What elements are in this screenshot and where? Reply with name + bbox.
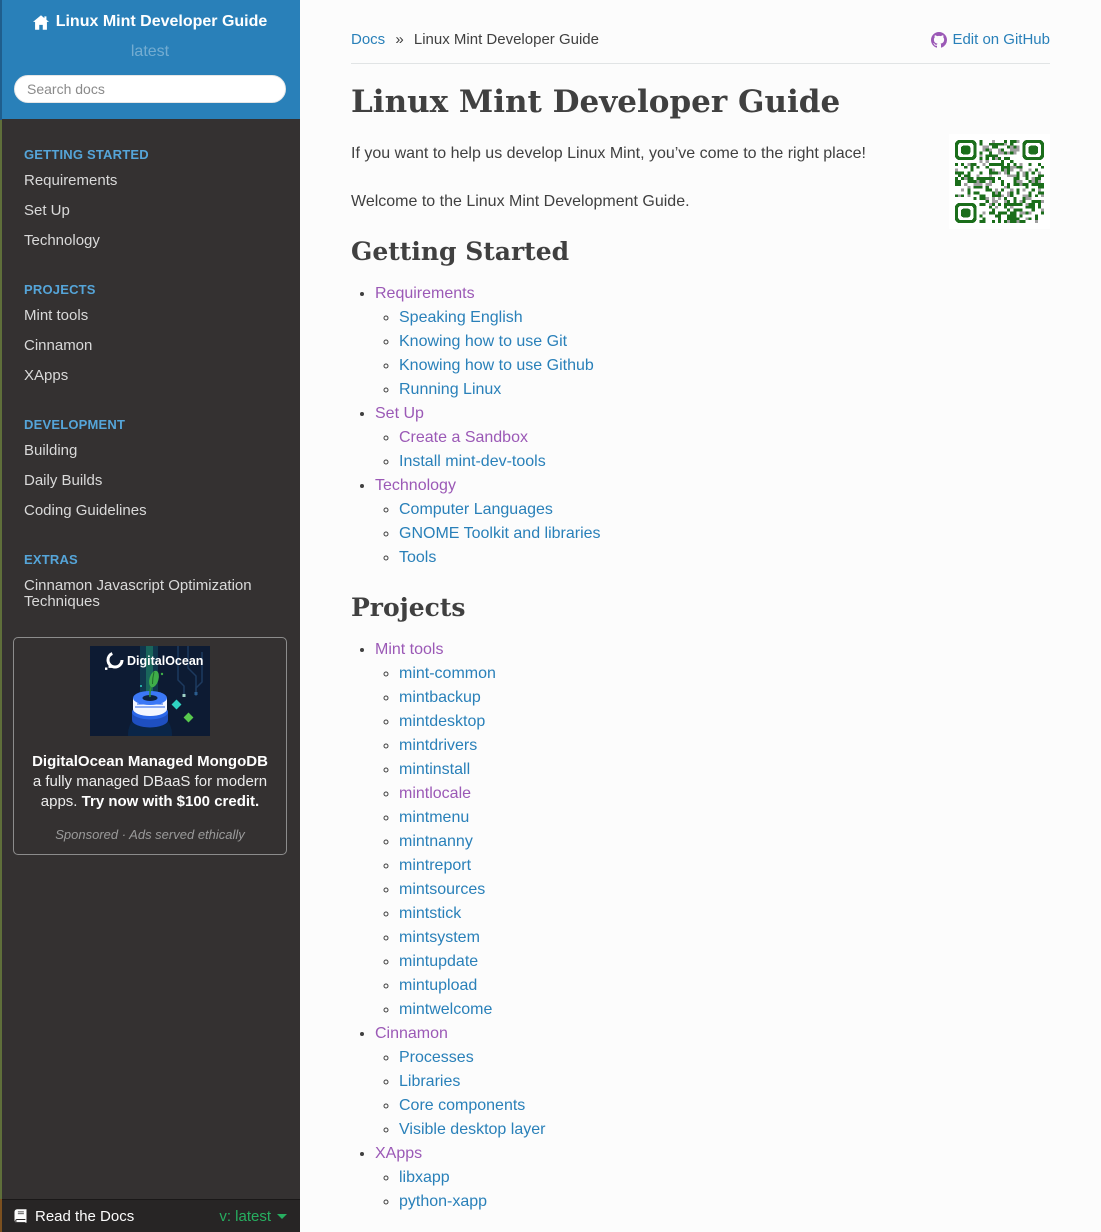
toc-subitem — [399, 522, 1050, 546]
project-home-link[interactable] — [33, 12, 268, 32]
breadcrumb-separator: » — [395, 31, 404, 48]
toc-link-mintdrivers[interactable]: mintdrivers — [399, 737, 478, 754]
toc-item — [375, 474, 1050, 570]
screen-edge-artifact — [0, 120, 2, 1199]
toc-item — [375, 1022, 1050, 1142]
toc-sublist — [375, 662, 1050, 1022]
page-title: Linux Mint Developer Guide — [351, 84, 841, 120]
toc-subitem — [399, 830, 1050, 854]
toc-subitem — [399, 854, 1050, 878]
toc-link-mintnanny[interactable]: mintnanny — [399, 833, 473, 850]
sidebar-nav-item — [0, 301, 300, 331]
breadcrumb — [351, 30, 1050, 50]
version-flyout-toggle[interactable] — [219, 1208, 287, 1225]
chevron-down-icon — [277, 1214, 287, 1219]
toc-subitem — [399, 1166, 1050, 1190]
toc-link-xapps[interactable]: XApps — [375, 1145, 423, 1162]
toc-subitem — [399, 378, 1050, 402]
sidebar-nav-item — [0, 361, 300, 391]
ad-headline: DigitalOcean Managed MongoDB — [32, 752, 268, 770]
toc-subitem — [399, 710, 1050, 734]
version-label: latest — [130, 42, 170, 60]
toc-subitem — [399, 806, 1050, 830]
sidebar-nav-item — [0, 331, 300, 361]
sidebar-item-daily-builds[interactable]: Daily Builds — [24, 471, 103, 489]
toc-subitem — [399, 426, 1050, 450]
toc-link-mintsystem[interactable]: mintsystem — [399, 929, 480, 946]
toc-sublist — [375, 498, 1050, 570]
toc-link-core-components[interactable]: Core components — [399, 1097, 526, 1114]
svg-text:DigitalOcean: DigitalOcean — [127, 653, 204, 668]
toc-subitem — [399, 330, 1050, 354]
ad-body: a fully managed DBaaS for modern apps. — [32, 772, 268, 810]
toc-subitem — [399, 686, 1050, 710]
toc-subitem — [399, 974, 1050, 998]
toc-link-mint-tools[interactable]: Mint tools — [375, 641, 444, 658]
sidebar-nav — [0, 119, 300, 617]
toc-list — [351, 282, 1050, 570]
toc-link-create-a-sandbox[interactable]: Create a Sandbox — [399, 429, 528, 446]
toc-subitem — [399, 354, 1050, 378]
sidebar-item-technology[interactable]: Technology — [24, 231, 100, 249]
toc-subitem — [399, 950, 1050, 974]
ethical-ad[interactable] — [13, 637, 287, 855]
toc-item — [375, 282, 1050, 402]
toc-link-mintupload[interactable]: mintupload — [399, 977, 478, 994]
toc-link-mintstick[interactable]: mintstick — [399, 905, 462, 922]
toc-link-mintreport[interactable]: mintreport — [399, 857, 472, 874]
toc-subitem — [399, 782, 1050, 806]
toc-item — [375, 1142, 1050, 1214]
toc-link-mintbackup[interactable]: mintbackup — [399, 689, 481, 706]
toc-link-install-mint-dev-tools[interactable]: Install mint-dev-tools — [399, 453, 546, 470]
sidebar-item-cinnamon[interactable]: Cinnamon — [24, 336, 93, 354]
qr-code-image — [949, 134, 1050, 229]
sidebar-item-cinnamon-javascript-optimization-techniques[interactable]: Cinnamon Javascript Optimization Techniques — [24, 576, 252, 610]
github-icon — [931, 32, 947, 48]
sidebar-nav-item — [0, 196, 300, 226]
toc-link-knowing-how-to-use-git[interactable]: Knowing how to use Git — [399, 333, 568, 350]
sidebar-item-mint-tools[interactable]: Mint tools — [24, 306, 89, 324]
sidebar-header — [0, 0, 300, 119]
sidebar-item-set-up[interactable]: Set Up — [24, 201, 70, 219]
toc-link-mintdesktop[interactable]: mintdesktop — [399, 713, 486, 730]
readthedocs-label: Read the Docs — [35, 1207, 135, 1225]
nav-caption-projects: PROJECTS — [24, 281, 96, 297]
nav-caption-extras: EXTRAS — [24, 551, 78, 567]
sidebar-nav-item — [0, 226, 300, 256]
toc-item — [375, 402, 1050, 474]
toc-link-mintlocale[interactable]: mintlocale — [399, 785, 472, 802]
toc-subitem — [399, 926, 1050, 950]
toc-link-python-xapp[interactable]: python-xapp — [399, 1193, 488, 1210]
document-area — [300, 0, 1101, 1232]
toc-subitem — [399, 450, 1050, 474]
toc-sublist — [375, 426, 1050, 474]
section-heading-getting-started: Getting Started — [351, 237, 570, 266]
search-input[interactable] — [14, 75, 286, 103]
ad-illustration — [90, 646, 210, 736]
toc-link-mintupdate[interactable]: mintupdate — [399, 953, 479, 970]
toc-link-mint-common[interactable]: mint-common — [399, 665, 496, 682]
toc-subitem — [399, 878, 1050, 902]
toc-link-processes[interactable]: Processes — [399, 1049, 474, 1066]
toc-subitem — [399, 1094, 1050, 1118]
toc-link-speaking-english[interactable]: Speaking English — [399, 309, 523, 326]
nav-caption-development: DEVELOPMENT — [24, 416, 126, 432]
breadcrumb-docs-link[interactable]: Docs — [351, 31, 386, 48]
toc-subitem — [399, 998, 1050, 1022]
toc-link-technology[interactable]: Technology — [375, 477, 456, 494]
toc-list — [351, 638, 1050, 1214]
sidebar-nav-item — [0, 166, 300, 196]
toc-link-gnome-toolkit-and-libraries[interactable]: GNOME Toolkit and libraries — [399, 525, 601, 542]
sidebar-nav-item — [0, 571, 300, 617]
toc-link-computer-languages[interactable]: Computer Languages — [399, 501, 553, 518]
project-title: Linux Mint Developer Guide — [55, 13, 268, 30]
sidebar-nav-item — [0, 466, 300, 496]
current-version: v: latest — [219, 1207, 271, 1225]
toc-subitem — [399, 734, 1050, 758]
toc-link-tools[interactable]: Tools — [399, 549, 437, 566]
toc-sections — [351, 238, 1050, 1214]
breadcrumb-current: Linux Mint Developer Guide — [413, 31, 599, 48]
ad-cta: Try now with $100 credit. — [81, 792, 260, 810]
section-heading-projects: Projects — [351, 593, 466, 622]
toc-link-mintwelcome[interactable]: mintwelcome — [399, 1001, 493, 1018]
sidebar-item-xapps[interactable]: XApps — [24, 366, 69, 384]
sidebar-item-building[interactable]: Building — [24, 441, 78, 459]
sidebar-item-requirements[interactable]: Requirements — [24, 171, 118, 189]
home-icon — [33, 15, 49, 30]
toc-link-requirements[interactable]: Requirements — [375, 285, 475, 302]
toc-subitem — [399, 902, 1050, 926]
intro-paragraph-2: Welcome to the Linux Mint Development Guide. — [351, 193, 690, 210]
ad-copy — [26, 752, 274, 812]
toc-item — [375, 638, 1050, 1022]
search-form — [14, 75, 286, 103]
toc-subitem — [399, 662, 1050, 686]
toc-link-libxapp[interactable]: libxapp — [399, 1169, 450, 1186]
toc-link-mintinstall[interactable]: mintinstall — [399, 761, 471, 778]
toc-subitem — [399, 1070, 1050, 1094]
toc-link-set-up[interactable]: Set Up — [375, 405, 424, 422]
toc-subitem — [399, 546, 1050, 570]
sidebar-item-coding-guidelines[interactable]: Coding Guidelines — [24, 501, 147, 519]
divider — [351, 63, 1050, 64]
toc-subitem — [399, 306, 1050, 330]
toc-subitem — [399, 1046, 1050, 1070]
toc-link-libraries[interactable]: Libraries — [399, 1073, 461, 1090]
toc-link-mintsources[interactable]: mintsources — [399, 881, 486, 898]
screen-edge-artifact — [0, 1199, 2, 1232]
toc-subitem — [399, 1190, 1050, 1214]
toc-sublist — [375, 306, 1050, 402]
screen-edge-artifact — [0, 0, 2, 120]
edit-on-github-label: Edit on GitHub — [952, 31, 1050, 48]
sidebar-nav-item — [0, 436, 300, 466]
toc-sublist — [375, 1046, 1050, 1142]
toc-link-visible-desktop-layer[interactable]: Visible desktop layer — [399, 1121, 546, 1138]
sidebar-nav-item — [0, 496, 300, 526]
toc-link-knowing-how-to-use-github[interactable]: Knowing how to use Github — [399, 357, 594, 374]
edit-on-github-link[interactable] — [931, 30, 1050, 50]
book-icon — [13, 1209, 28, 1223]
intro-paragraph-1: If you want to help us develop Linux Mint, you’ve come to the right place! — [351, 145, 866, 162]
toc-link-cinnamon[interactable]: Cinnamon — [375, 1025, 448, 1042]
toc-subitem — [399, 498, 1050, 522]
toc-link-mintmenu[interactable]: mintmenu — [399, 809, 470, 826]
ad-disclaimer: Sponsored · Ads served ethically — [55, 826, 245, 842]
nav-caption-getting-started: GETTING STARTED — [24, 146, 149, 162]
toc-subitem — [399, 1118, 1050, 1142]
sidebar — [0, 0, 300, 1232]
readthedocs-flyout[interactable] — [0, 1199, 300, 1232]
toc-subitem — [399, 758, 1050, 782]
toc-link-running-linux[interactable]: Running Linux — [399, 381, 502, 398]
toc-sublist — [375, 1166, 1050, 1214]
